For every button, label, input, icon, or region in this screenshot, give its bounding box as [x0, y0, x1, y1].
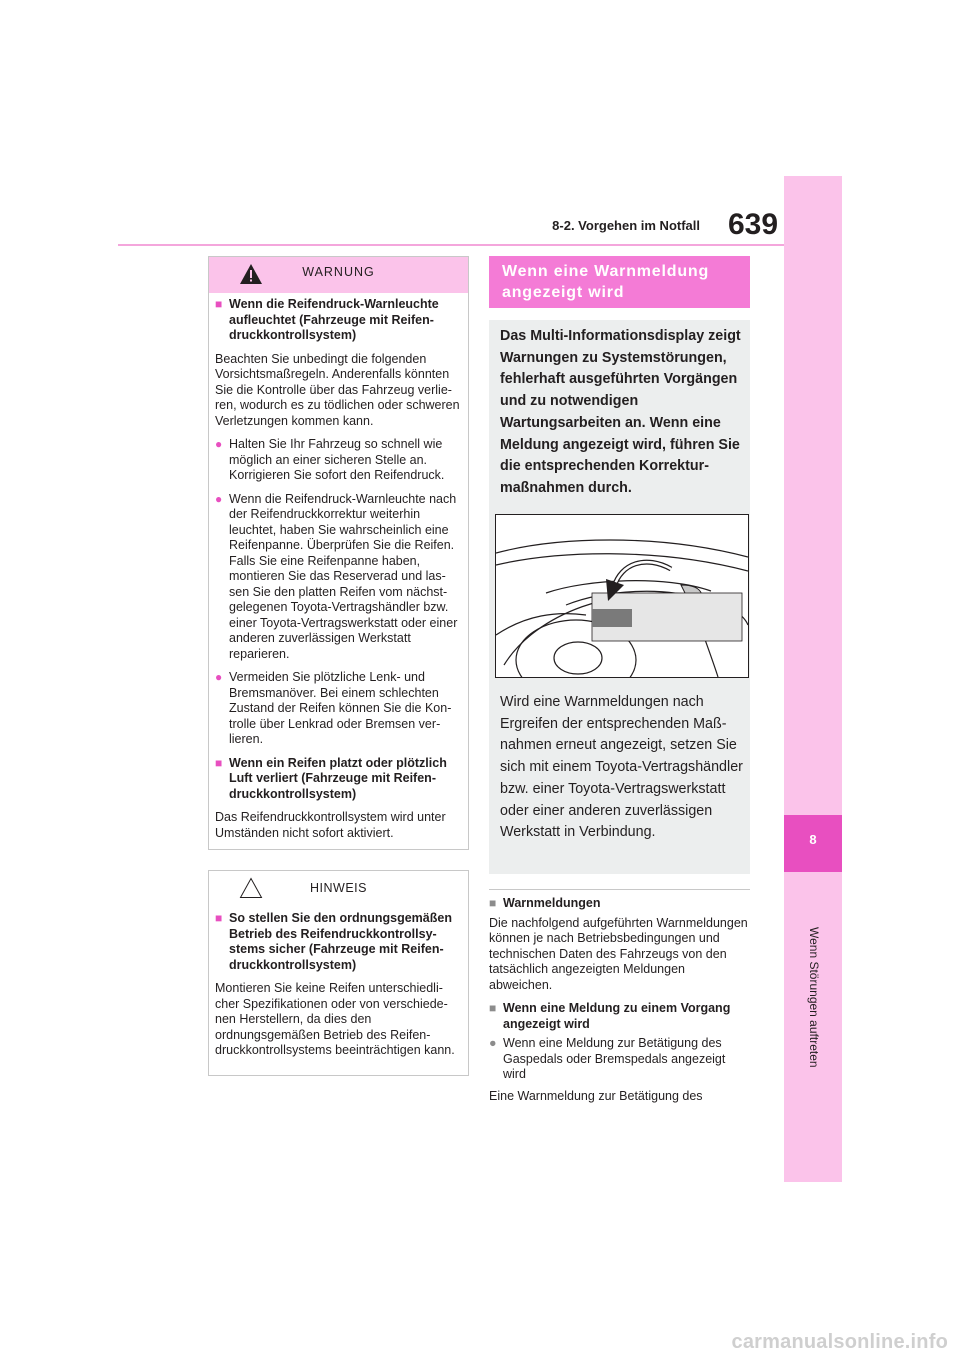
warning-bullet-1: ● Halten Sie Ihr Fahrzeug so schnell wie möglich an einer sicheren Stelle an. Korrigieren Sie sofort den Reifendruck. — [215, 437, 445, 482]
square-bullet-icon: ■ — [215, 297, 223, 311]
notice-box — [208, 870, 469, 1076]
warning-title: WARNUNG — [302, 265, 375, 279]
section-heading-box — [489, 256, 750, 308]
notice-title: HINWEIS — [310, 881, 367, 895]
square-bullet-icon: ■ — [215, 911, 223, 925]
intro-text: Das Multi-Informationsdisplay zeigt Warnungen zu Systemstörungen, fehlerhaft ausgeführten Vorgängen und zu notwendigen Wartungsarbeiten an. Wenn eine Meldung angezeigt wird, führen Sie die entsprechenden Korrekturmaßnahmen durch. — [500, 328, 741, 496]
warning-header — [209, 257, 468, 293]
page-number: 639 — [728, 208, 779, 241]
warning-bullet-2: ● Wenn die Reifendruck-Warnleuchte nach der Reifendruckkorrektur weiterhin leuchtet, haben Sie wahrscheinlich eine Reifenpanne. Überprüfen Sie die Reifen. Falls Sie eine Reifenpanne haben, montieren Sie das Reserverad und lassen Sie den platten Reifen vom nächstgelegenen Toyota-Vertragshändler bzw. einer Toyota-Vertragswerkstatt oder einer anderen zuverlässigen Werkstatt reparieren. — [215, 491, 458, 661]
pedal-message-bullet: ● Wenn eine Meldung zur Betätigung des Gaspedals oder Bremspedals angezeigt wird — [489, 1036, 726, 1081]
warning-bullet-3: ● Vermeiden Sie plötzliche Lenk- und Bremsmanöver. Bei einem schlechten Zustand der Reifen können Sie die Kontrolle über Lenkrad oder Bremsen verlieren. — [215, 670, 452, 746]
circle-bullet-icon: ● — [215, 437, 223, 451]
notice-header — [209, 871, 468, 907]
warning-paragraph-1: Beachten Sie unbedingt die folgenden Vorsichtsmaßregeln. Anderenfalls könnten Sie die Kontrolle über das Fahrzeug verlieren, wodurch es zu tödlichen oder schweren Verletzungen kommen kann. — [215, 351, 460, 428]
dashboard-illustration — [495, 514, 749, 678]
notice-heading: ■ So stellen Sie den ordnungsgemäßen Betrieb des Reifendruckkontrollsystems sicher (Fahrzeuge mit Reifendruckkontrollsystem) — [215, 911, 452, 972]
intro-box — [489, 320, 750, 874]
square-bullet-icon: ■ — [489, 896, 497, 910]
watermark: carmanualsonline.info — [731, 1331, 948, 1353]
pedal-message-paragraph: Eine Warnmeldung zur Betätigung des — [489, 1088, 703, 1103]
intro-followup-text: Wird eine Warnmeldungen nach Ergreifen der entsprechenden Maßnahmen erneut angezeigt, setzen Sie sich mit einem Toyota-Vertragshändler bzw. einer Toyota-Vertragswerkstatt oder einer anderen zuverlässigen Werkstatt in Verbindung. — [500, 694, 743, 841]
section-heading: Wenn eine Warnmeldung angezeigt wird — [502, 263, 710, 301]
warning-box — [208, 256, 469, 850]
warning-paragraph-2: Das Reifendruckkontrollsystem wird unter Umständen nicht sofort aktiviert. — [215, 810, 446, 840]
chapter-number: 8 — [809, 832, 817, 847]
warning-heading-1: ■ Wenn die Reifendruck-Warnleuchte aufleuchtet (Fahrzeuge mit Reifendruckkontrollsystem) — [215, 297, 439, 342]
notice-paragraph: Montieren Sie keine Reifen unterschiedlicher Spezifikationen oder von verschiedenen Herstellern, da dies den ordnungsgemäßen Betrieb des Reifendruckkontrollsystems beeinträchtigen kann. — [215, 981, 455, 1057]
square-bullet-icon: ■ — [215, 755, 223, 770]
warning-messages-section — [489, 896, 751, 1112]
warning-messages-heading: ■ Warnmeldungen — [489, 896, 601, 910]
section-title: 8-2. Vorgehen im Notfall — [552, 218, 700, 233]
circle-bullet-icon: ● — [215, 491, 223, 506]
operation-message-heading: ■ Wenn eine Meldung zu einem Vorgang angezeigt wird — [489, 1001, 731, 1031]
square-bullet-icon: ■ — [489, 1001, 497, 1015]
chapter-label: Wenn Störungen auftreten — [807, 927, 821, 1068]
notice-body — [209, 907, 468, 1073]
warning-body — [209, 293, 468, 855]
circle-bullet-icon: ● — [489, 1036, 497, 1050]
header-rule — [118, 244, 784, 246]
circle-bullet-icon: ● — [215, 670, 223, 684]
dashboard-drawing — [496, 515, 748, 677]
warning-messages-paragraph: Die nachfolgend aufgeführten Warnmeldungen können je nach Betriebsbedingungen und technischen Daten des Fahrzeugs von den tatsächlich angezeigten Meldungen abweichen. — [489, 915, 748, 992]
column-rule — [489, 889, 750, 890]
warning-heading-2: ■ Wenn ein Reifen platzt oder plötzlich Luft verliert (Fahrzeuge mit Reifendruckkontrollsystem) — [215, 755, 447, 801]
